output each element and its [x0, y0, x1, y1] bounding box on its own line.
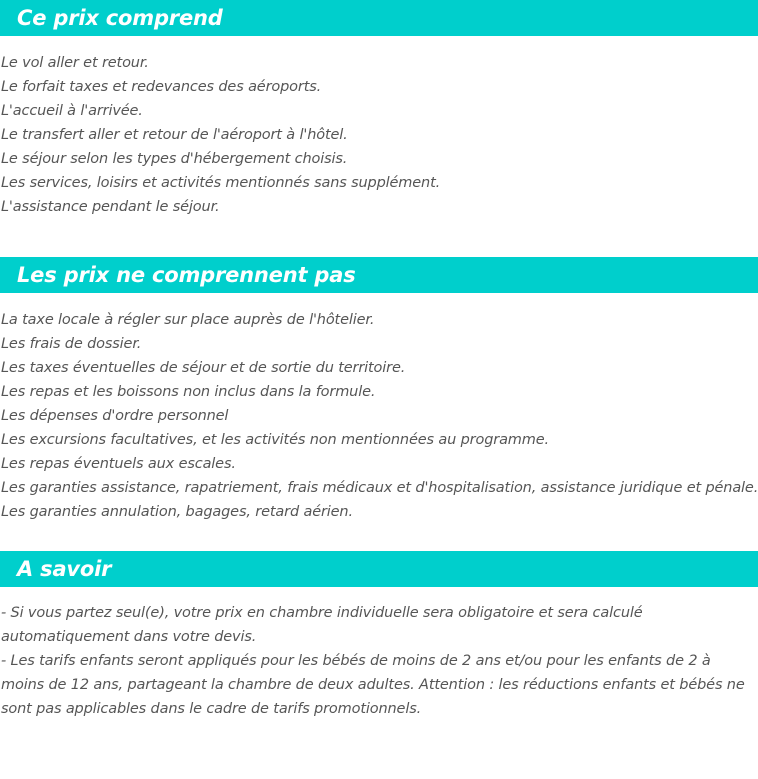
section-header-not-included: Les prix ne comprennent pas: [0, 257, 758, 293]
list-item: Les repas éventuels aux escales.: [1, 456, 236, 472]
list-item: Les taxes éventuelles de séjour et de sortie du territoire.: [1, 360, 406, 376]
spacer: [0, 587, 758, 601]
paragraph: - Si vous partez seul(e), votre prix en chambre individuelle sera obligatoire et sera calculé automatiquement dans votre devis.: [1, 605, 643, 645]
section-header-good-to-know: A savoir: [0, 551, 758, 587]
spacer: [0, 36, 758, 51]
list-item: Le forfait taxes et redevances des aéroports.: [1, 79, 322, 95]
list-item: L'accueil à l'arrivée.: [1, 103, 143, 119]
list-item: Les garanties assistance, rapatriement, frais médicaux et d'hospitalisation, assistance juridique et pénale.: [1, 480, 758, 496]
list-item: Les excursions facultatives, et les activités non mentionnées au programme.: [1, 432, 549, 448]
spacer: [0, 524, 758, 551]
list-item: Les frais de dossier.: [1, 336, 142, 352]
list-item: Le séjour selon les types d'hébergement choisis.: [1, 151, 348, 167]
list-item: Les garanties annulation, bagages, retard aérien.: [1, 504, 353, 520]
list-item: Le vol aller et retour.: [1, 55, 149, 71]
section-not-included: [0, 257, 758, 524]
section-good-to-know: [0, 551, 758, 721]
section-body-not-included: [0, 308, 758, 524]
section-body-included: [0, 51, 758, 219]
paragraph: - Les tarifs enfants seront appliqués pour les bébés de moins de 2 ans et/ou pour les enfants de 2 à moins de 12 ans, partageant la chambre de deux adultes. Attention : les réductions enfants et bébés ne sont pas applicables dans le cadre de tarifs promotionnels.: [1, 653, 745, 717]
spacer: [0, 293, 758, 308]
section-included: [0, 0, 758, 219]
list-item: Les repas et les boissons non inclus dans la formule.: [1, 384, 376, 400]
section-header-included: Ce prix comprend: [0, 0, 758, 36]
list-item: Les services, loisirs et activités mentionnés sans supplément.: [1, 175, 441, 191]
list-item: L'assistance pendant le séjour.: [1, 199, 220, 215]
section-body-good-to-know: [0, 601, 758, 721]
spacer: [0, 219, 758, 257]
list-item: Le transfert aller et retour de l'aéroport à l'hôtel.: [1, 127, 348, 143]
list-item: La taxe locale à régler sur place auprès de l'hôtelier.: [1, 312, 375, 328]
list-item: Les dépenses d'ordre personnel: [1, 408, 229, 424]
